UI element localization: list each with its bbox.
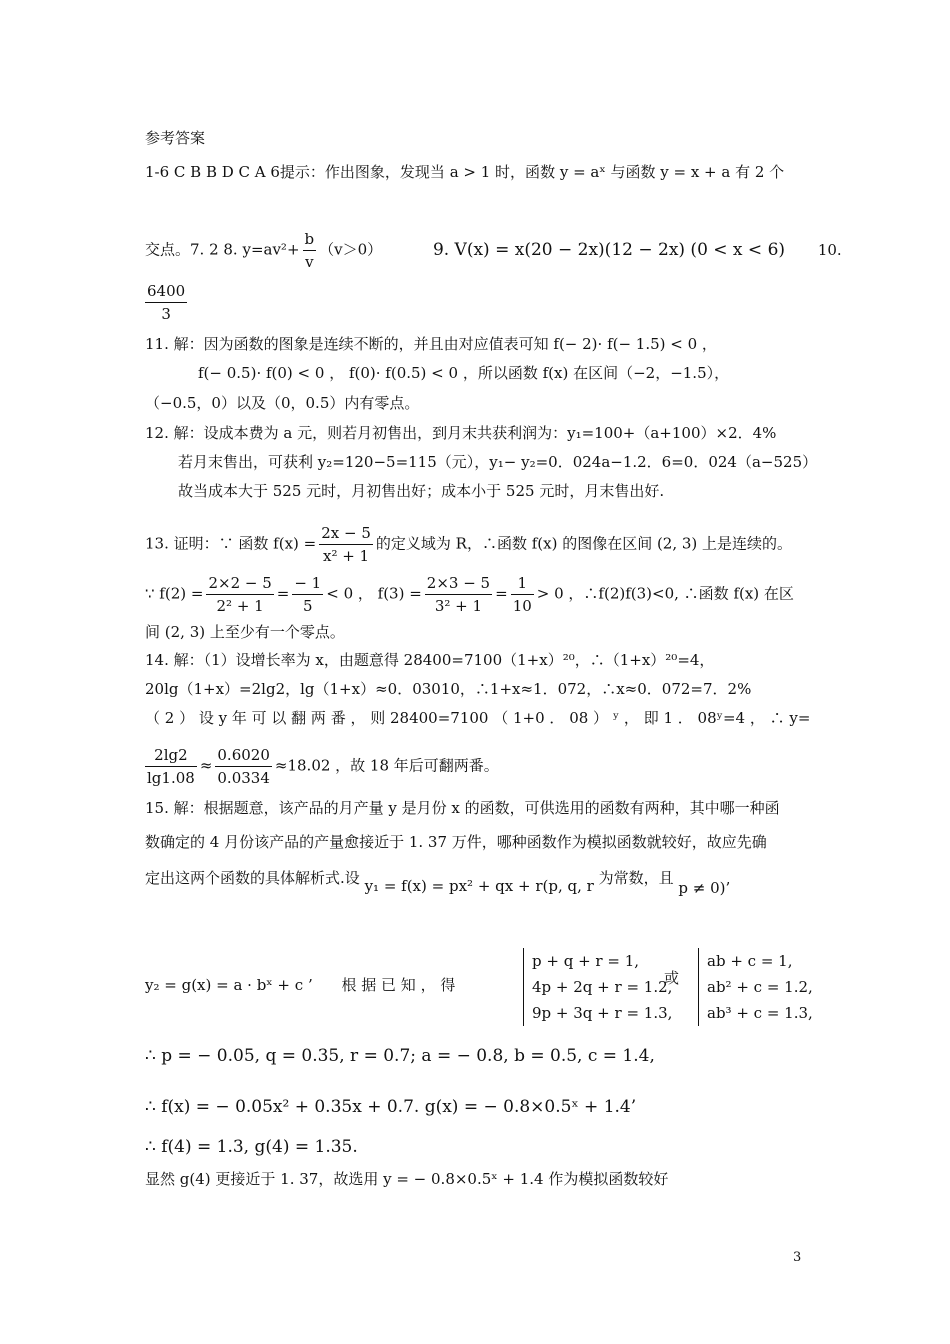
fraction [145,744,197,789]
frac-num: 2×3 − 5 [425,572,492,595]
problem-15-line-4 [145,975,455,995]
answer-line-2 [145,228,842,273]
answer-7-8: 交点。7. 2 8. y=av²+ [145,240,300,259]
frac-den: 3² + 1 [434,597,483,615]
result-line-4: 显然 g(4) 更接近于 1. 37，故选用 y = − 0.8×0.5ˣ + 1.4 作为模拟函数较好 [145,1170,669,1188]
frac-num: − 1 [292,572,323,595]
problem-12-line-1: 12. 解：设成本费为 a 元，则若月初售出，到月末共获利润为：y₁=100+（a+100）×2．4% [145,424,777,442]
problem-13-line-2 [145,572,794,617]
frac-num: 1 [511,572,534,595]
frac-den: v [305,253,314,271]
frac-den: 3 [161,305,171,323]
condition: （v＞0） [319,240,383,259]
problem-15-line-2: 数确定的 4 月份该产品的产量愈接近于 1. 37 万件，哪种函数作为模拟函数就较好，故应先确 [145,833,767,851]
system-1 [523,948,672,1026]
result-line-1: ∴ p = − 0.05, q = 0.35, r = 0.7; a = − 0.8, b = 0.5, c = 1.4, [145,1046,655,1066]
frac-den: 10 [512,597,532,615]
system-2 [698,948,813,1026]
problem-14-line-4 [145,744,499,789]
equation: ab + c = 1, [707,952,793,970]
fraction [292,572,323,617]
problem-15-line-1: 15. 解：根据题意，该产品的月产量 y 是月份 x 的函数，可供选用的函数有两种，其中哪一种函 [145,799,780,817]
frac-num: b [303,228,317,251]
result-line-2: ∴ f(x) = − 0.05x² + 0.35x + 0.7. g(x) = − 0.8×0.5ˣ + 1.4’ [145,1097,637,1117]
equation: 9p + 3q + r = 1.3, [532,1004,673,1022]
problem-12-line-3: 故当成本大于 525 元时，月初售出好；成本小于 525 元时，月末售出好. [178,482,665,500]
text: 13. 证明：∵ 函数 f(x) = [145,534,317,553]
fraction [215,744,272,789]
frac-den: x² + 1 [322,547,370,565]
frac-num: 0.6020 [215,744,272,767]
problem-11-line-3: （−0.5，0）以及（0，0.5）内有零点。 [145,394,420,412]
text: 为常数，且 [598,869,674,887]
equation: p + q + r = 1, [532,952,639,970]
text: = [495,584,508,603]
text: = [276,584,290,603]
answer-10-label: 10. [817,240,842,259]
text: ≈18.02 ，故 18 年后可翻两番。 [274,756,499,775]
text: < 0 ， f(3) = [326,584,422,603]
frac-num: 2lg2 [145,744,197,767]
problem-13-line-1 [145,522,792,567]
frac-den: lg1.08 [147,769,195,787]
formula-y1: y₁ = f(x) = px² + qx + r(p, q, r [364,877,594,895]
fraction-b-over-v [303,228,317,273]
equation: ab² + c = 1.2, [707,978,813,996]
answer-line-1: 1-6 C B B D C A 6提示：作出图象，发现当 a > 1 时，函数 y = aˣ 与函数 y = x + a 有 2 个 [145,163,785,181]
answer-9: 9. V(x) = x(20 − 2x)(12 − 2x) (0 < x < 6) [432,239,786,260]
frac-num: 2x − 5 [319,522,373,545]
frac-den: 0.0334 [217,769,270,787]
problem-14-line-2: 20lg（1+x）=2lg2，lg（1+x）≈0．03010，∴1+x≈1．072，∴x≈0．072=7．2% [145,680,752,698]
text: ≈ [199,756,213,775]
text: 根 据 已 知 ， 得 [341,976,456,994]
problem-12-line-2: 若月末售出，可获利 y₂=120−5=115（元），y₁− y₂=0．024a−1.2．6=0．024（a−525） [178,453,818,471]
text: 定出这两个函数的具体解析式.设 [145,869,360,887]
fraction [511,572,534,617]
problem-14-line-1: 14. 解：（1）设增长率为 x，由题意得 28400=7100（1+x）²⁰，∴（1+x）²⁰=4， [145,651,715,669]
answer-10-value [145,280,187,325]
formula-y2: y₂ = g(x) = a · bˣ + c ’ [145,976,313,994]
problem-11-line-1: 11. 解：因为函数的图象是连续不断的，并且由对应值表可知 f(− 2)· f(− 1.5) < 0 ， [145,335,717,353]
fraction-6400-over-3 [145,280,187,325]
text: 的定义域为 R，∴函数 f(x) 的图像在区间 (2, 3) 上是连续的。 [375,534,793,553]
problem-13-line-3: 间 (2, 3) 上至少有一个零点。 [145,623,345,641]
problem-15-line-3 [145,868,731,897]
fraction [206,572,273,617]
text: ∵ f(2) = [145,584,204,603]
text: > 0 ，∴f(2)f(3)<0, ∴函数 f(x) 在区 [536,584,794,603]
frac-den: 2² + 1 [216,597,264,615]
condition: p ≠ 0)’ [678,879,731,897]
problem-14-line-3: （ 2 ） 设 y 年 可 以 翻 两 番 ， 则 28400=7100 （ 1+0 ． 08 ） ʸ ， 即 1 ． 08ʸ=4 ， ∴ y= [145,709,811,727]
frac-num: 6400 [145,280,187,303]
or-text: 或 [664,969,680,987]
frac-num: 2×2 − 5 [206,572,273,595]
problem-11-line-2: f(− 0.5)· f(0) < 0 ， f(0)· f(0.5) < 0 ，所以函数 f(x) 在区间（−2，−1.5）， [198,364,730,382]
equation: ab³ + c = 1.3, [707,1004,813,1022]
fraction [319,522,373,567]
fraction [425,572,492,617]
result-line-3: ∴ f(4) = 1.3, g(4) = 1.35. [145,1137,358,1157]
heading: 参考答案 [145,129,206,147]
frac-den: 5 [303,597,313,615]
page-number: 3 [793,1250,802,1265]
equation: 4p + 2q + r = 1.2, [532,978,673,996]
